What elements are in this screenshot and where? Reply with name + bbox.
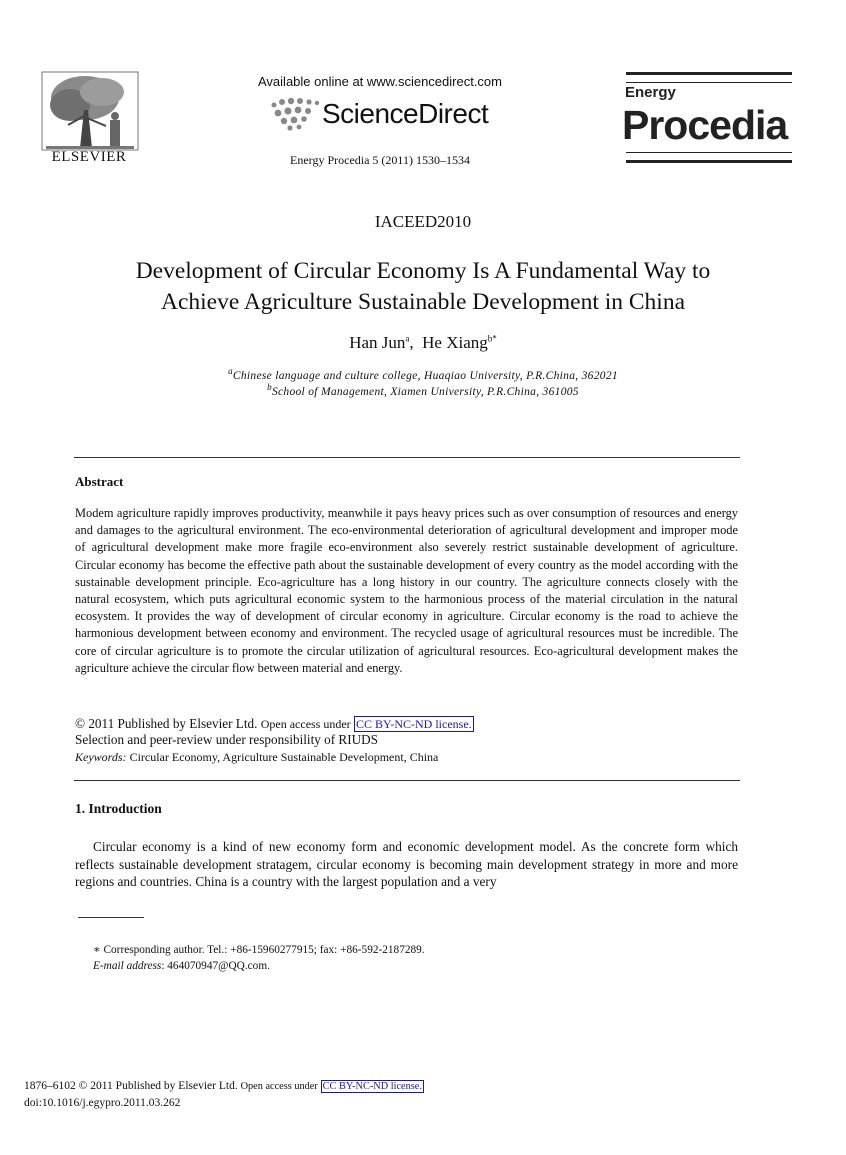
author-affiliation-marker: a <box>405 333 410 344</box>
affiliation-text: School of Management, Xiamen University, P.R.China, 361005 <box>271 386 579 398</box>
footnote-divider <box>78 917 144 918</box>
license-link[interactable]: CC BY-NC-ND license. <box>322 1081 422 1092</box>
conference-name: IACEED2010 <box>374 212 472 231</box>
copyright-text: © 2011 Published by Elsevier Ltd. <box>75 716 258 731</box>
journal-logo-rule-bottom <box>626 152 792 163</box>
email-address[interactable]: : 464070947@QQ.com. <box>161 960 270 972</box>
section-heading-introduction: 1. Introduction <box>75 801 162 816</box>
keywords <box>75 750 438 765</box>
keywords-list: Circular Economy, Agriculture Sustainable Development, China <box>129 750 439 764</box>
affiliation-b <box>0 382 846 398</box>
affiliation-marker: b <box>267 382 272 393</box>
journal-logo-procedia: Procedia <box>622 102 788 148</box>
journal-reference: Energy Procedia 5 (2011) 1530–1534 <box>290 153 470 167</box>
abstract-heading: Abstract <box>75 474 124 489</box>
sciencedirect-wordmark: ScienceDirect <box>322 98 489 129</box>
open-access-text: Open access under <box>260 717 351 731</box>
journal-logo-energy: Energy <box>625 84 676 101</box>
paper-title-line-1: Development of Circular Economy Is A Fundamental Way to <box>135 258 711 284</box>
email-line <box>93 958 425 974</box>
corresponding-author-note: ∗ Corresponding author. Tel.: +86-15960277915; fax: +86-592-2187289. <box>93 944 425 956</box>
issn-copyright: 1876–6102 © 2011 Published by Elsevier Ltd. <box>24 1080 238 1092</box>
open-access-text: Open access under <box>240 1081 318 1092</box>
divider <box>74 780 740 781</box>
affiliation-marker: a <box>228 366 233 377</box>
paper-title-line-2: Achieve Agriculture Sustainable Development in China <box>160 289 686 315</box>
introduction-body: Circular economy is a kind of new economy form and economic development model. As the concrete form which reflects sustainable development stratagem, circular economy is becoming main development strategy in more and more regions and countries. China is a country with the largest population and a very <box>75 839 738 889</box>
available-online-text[interactable]: Available online at www.sciencedirect.com <box>258 74 502 89</box>
divider <box>74 457 740 458</box>
abstract-body: Modem agriculture rapidly improves productivity, meanwhile it pays heavy prices such as over consumption of resources and energy and damages to the agricultural environment. The eco-environmental deterioration of agricultural development and improper mode of agricultural development make more fragile eco-environment also severely restrict sustainable development of agriculture. Circular economy has become the effective path about the sustainable development of every country as the model according with the sustainable development principle. Eco-agriculture has a long history in our country. The agriculture connects closely with the natural ecosystem, which puts agricultural economic system to the harmonious process of the material circulation in the natural ecosystem. It provides the way of development of circular economy in agriculture. Circular economy is the road to achieve the harmonious development between economy and environment. The recycled usage of agricultural resources must be incredible. The core of circular agriculture is to promote the circular utilization of agricultural resources. Eco-agricultural development makes the agriculture achieve the circular flow between material and energy. <box>75 506 738 675</box>
author-name: Han Jun <box>349 333 406 352</box>
bottom-publication-info <box>24 1078 424 1111</box>
doi[interactable]: doi:10.1016/j.egypro.2011.03.262 <box>24 1097 181 1109</box>
paper-title <box>50 256 796 318</box>
journal-logo-rule-top <box>626 72 792 83</box>
peer-review-statement: Selection and peer-review under responsibility of RIUDS <box>75 732 378 747</box>
copyright-line <box>75 715 738 733</box>
license-link[interactable]: CC BY-NC-ND license. <box>355 717 472 731</box>
keywords-label: Keywords: <box>75 750 127 764</box>
affiliation-text: Chinese language and culture college, Huaqiao University, P.R.China, 362021 <box>232 370 618 382</box>
author-list: Han Jun$^a$, He Xiang$^{b*}$ <box>349 333 497 352</box>
email-label: E-mail address <box>93 960 162 972</box>
affiliation-a <box>0 366 846 382</box>
issn-line <box>24 1078 424 1095</box>
author-name: He Xiang <box>422 333 488 352</box>
elsevier-wordmark: ELSEVIER <box>51 149 127 165</box>
footnote <box>93 942 425 974</box>
author-affiliation-marker: b* <box>487 333 497 344</box>
